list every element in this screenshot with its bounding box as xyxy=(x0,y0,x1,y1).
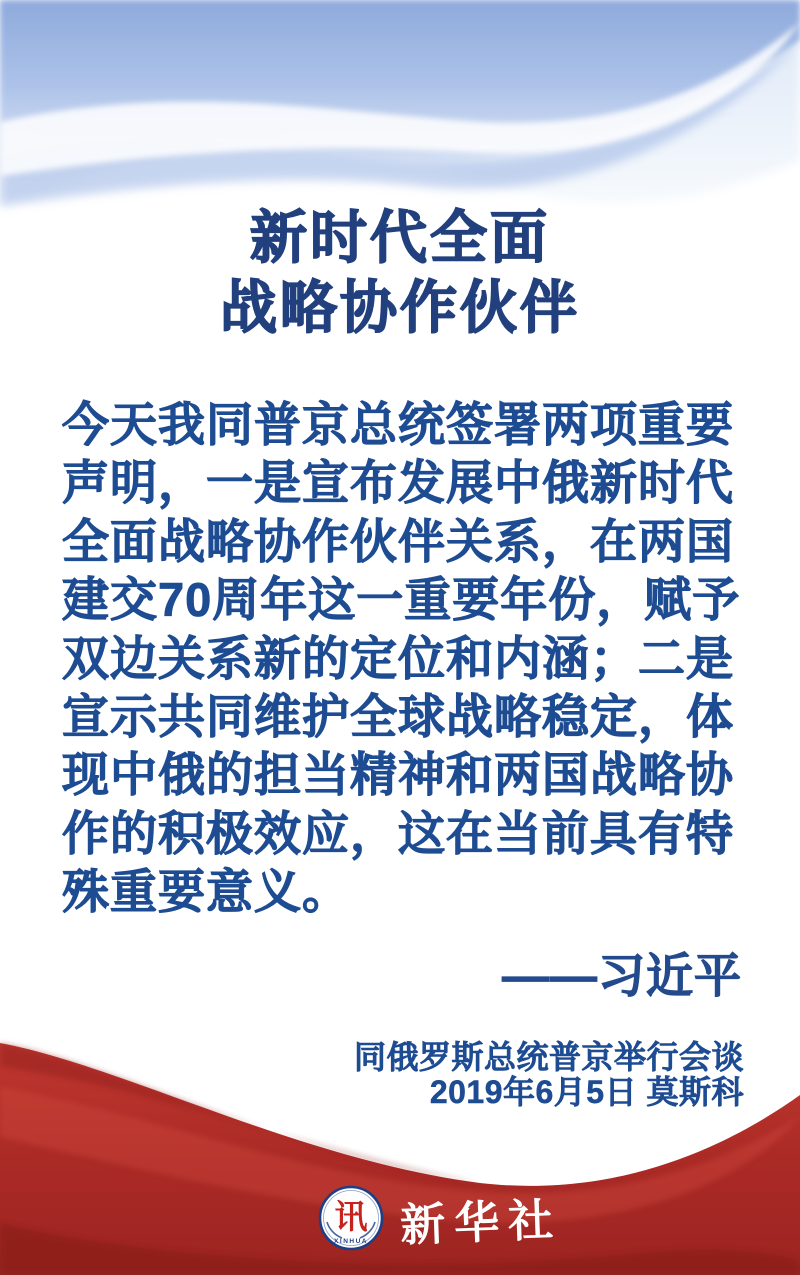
emblem-caption: XINHUA xyxy=(334,1238,368,1245)
emblem-glyph: 讯 xyxy=(334,1198,368,1235)
xinhua-logo-icon xyxy=(318,1185,384,1251)
quote-line: 现中俄的担当精神和两国战略协 xyxy=(62,748,734,802)
quote-body xyxy=(62,396,744,922)
poster-title xyxy=(0,203,800,343)
quote-line: 殊重要意义。 xyxy=(62,865,350,919)
xinhua-brand xyxy=(318,1184,562,1252)
quote-attribution: ——习近平 xyxy=(502,949,742,1002)
quote-line: 建交70周年这一重要年份，赋予 xyxy=(62,573,741,627)
quote-line: 今天我同普京总统签署两项重要 xyxy=(62,398,734,451)
agency-wordmark: 新华社 xyxy=(399,1194,563,1251)
quote-line: 声明，一是宣布发展中俄新时代 xyxy=(62,456,734,510)
event-title: 同俄罗斯总统普京举行会谈 xyxy=(353,1039,744,1075)
event-dateline: 2019年6月5日 莫斯科 xyxy=(429,1074,744,1110)
title-line-1: 新时代全面 xyxy=(250,206,550,270)
quote-line: 双边关系新的定位和内涵；二是 xyxy=(62,631,734,685)
quote-line: 作的积极效应，这在当前具有特 xyxy=(62,806,734,860)
quote-line: 全面战略协作伙伴关系，在两国 xyxy=(62,514,734,568)
title-line-2: 战略协作伙伴 xyxy=(220,276,580,340)
quote-line: 宣示共同维护全球战略稳定，体 xyxy=(62,690,734,744)
